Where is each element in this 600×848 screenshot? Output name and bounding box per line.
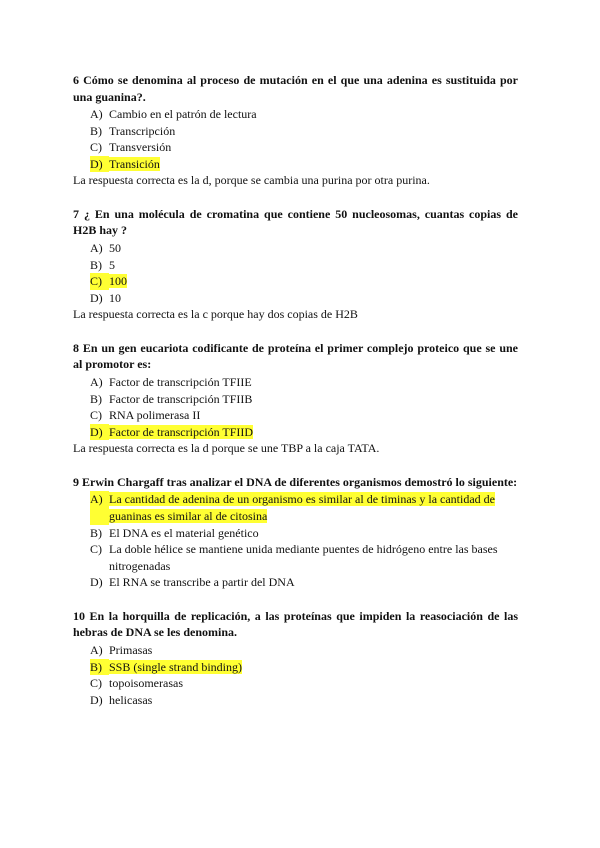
option-letter: B)	[90, 257, 102, 272]
option-text: Factor de transcripción TFIIB	[109, 391, 253, 406]
option-letter: A)	[90, 374, 103, 389]
option-text: 10	[109, 290, 121, 305]
options-list	[73, 491, 518, 591]
option-c	[73, 407, 518, 424]
question-10	[73, 608, 518, 708]
option-text: topoisomerasas	[109, 676, 183, 691]
option-b	[73, 257, 518, 274]
options-list	[73, 642, 518, 708]
question-title: 10 En la horquilla de replicación, a las proteínas que impiden la reasociación de las hebras de DNA se les denomina.	[73, 608, 518, 640]
option-b	[73, 391, 518, 408]
option-b-highlighted	[73, 659, 518, 676]
option-letter: B)	[90, 525, 102, 540]
options-list	[73, 374, 518, 440]
option-text: Cambio en el patrón de lectura	[109, 107, 257, 121]
answer-explanation: La respuesta correcta es la d, porque se cambia una purina por otra purina.	[73, 173, 430, 188]
option-a	[73, 642, 518, 659]
question-title: 9 Erwin Chargaff tras analizar el DNA de diferentes organismos demostró lo siguiente:	[73, 474, 518, 489]
option-text: helicasas	[109, 692, 153, 707]
option-text: Primasas	[109, 642, 153, 657]
question-title: 6 Cómo se denomina al proceso de mutación en el que una adenina es sustituida por una guanina?.	[73, 73, 518, 104]
question-9	[73, 474, 518, 591]
option-letter: A)	[90, 107, 103, 121]
option-text: 5	[109, 257, 115, 272]
option-letter: D)	[90, 156, 109, 173]
option-text: El DNA es el material genético	[109, 525, 259, 540]
question-title: 8 En un gen eucariota codificante de proteína el primer complejo proteico que se une al promotor es:	[73, 340, 518, 372]
answer-explanation: La respuesta correcta es la d porque se une TBP a la caja TATA.	[73, 441, 380, 456]
question-7	[73, 206, 518, 323]
option-a	[73, 374, 518, 391]
option-a	[73, 106, 518, 123]
option-letter: D)	[90, 692, 103, 707]
option-d	[73, 574, 518, 591]
option-d-highlighted	[73, 156, 518, 173]
option-text: Transversión	[109, 140, 172, 155]
option-b	[73, 525, 518, 542]
option-letter: D)	[90, 575, 103, 590]
option-letter: C)	[90, 676, 102, 691]
option-d	[73, 290, 518, 307]
option-letter: A)	[90, 240, 103, 255]
option-text: La cantidad de adenina de un organismo es similar al de timinas y la cantidad de guaninas es similar al de citosina	[109, 492, 495, 523]
option-letter: D)	[90, 424, 109, 441]
option-letter: B)	[90, 659, 109, 676]
option-letter: C)	[90, 542, 102, 557]
option-a-highlighted	[73, 491, 518, 524]
option-c	[73, 541, 518, 574]
options-list	[73, 106, 518, 172]
options-list	[73, 240, 518, 306]
option-text: SSB (single strand binding)	[109, 659, 243, 674]
option-text: Factor de transcripción TFIID	[109, 424, 254, 439]
option-b	[73, 123, 518, 140]
option-letter: B)	[90, 391, 102, 406]
option-a	[73, 240, 518, 257]
option-text: 100	[109, 274, 127, 289]
option-text: 50	[109, 240, 121, 255]
option-d	[73, 692, 518, 709]
document-page	[73, 72, 518, 708]
answer-explanation: La respuesta correcta es la c porque hay dos copias de H2B	[73, 307, 358, 322]
option-text: El RNA se transcribe a partir del DNA	[109, 575, 295, 590]
option-letter: D)	[90, 290, 103, 305]
option-text: La doble hélice se mantiene unida mediante puentes de hidrógeno entre las bases nitrogenadas	[109, 542, 498, 573]
question-title: 7 ¿ En una molécula de cromatina que contiene 50 nucleosomas, cuantas copias de H2B hay ?	[73, 206, 518, 238]
option-letter: C)	[90, 408, 102, 423]
option-letter: A)	[90, 642, 103, 657]
option-text: RNA polimerasa II	[109, 408, 201, 423]
option-d-highlighted	[73, 424, 518, 441]
option-text: Factor de transcripción TFIIE	[109, 374, 252, 389]
option-text: Transcripción	[109, 123, 176, 138]
option-text: Transición	[109, 156, 160, 171]
option-c-highlighted	[73, 273, 518, 290]
question-6	[73, 72, 518, 189]
option-c	[73, 139, 518, 156]
option-letter: C)	[90, 273, 109, 290]
question-8	[73, 340, 518, 457]
option-letter: A)	[90, 491, 109, 524]
option-letter: C)	[90, 140, 102, 155]
option-c	[73, 675, 518, 692]
option-letter: B)	[90, 123, 102, 138]
